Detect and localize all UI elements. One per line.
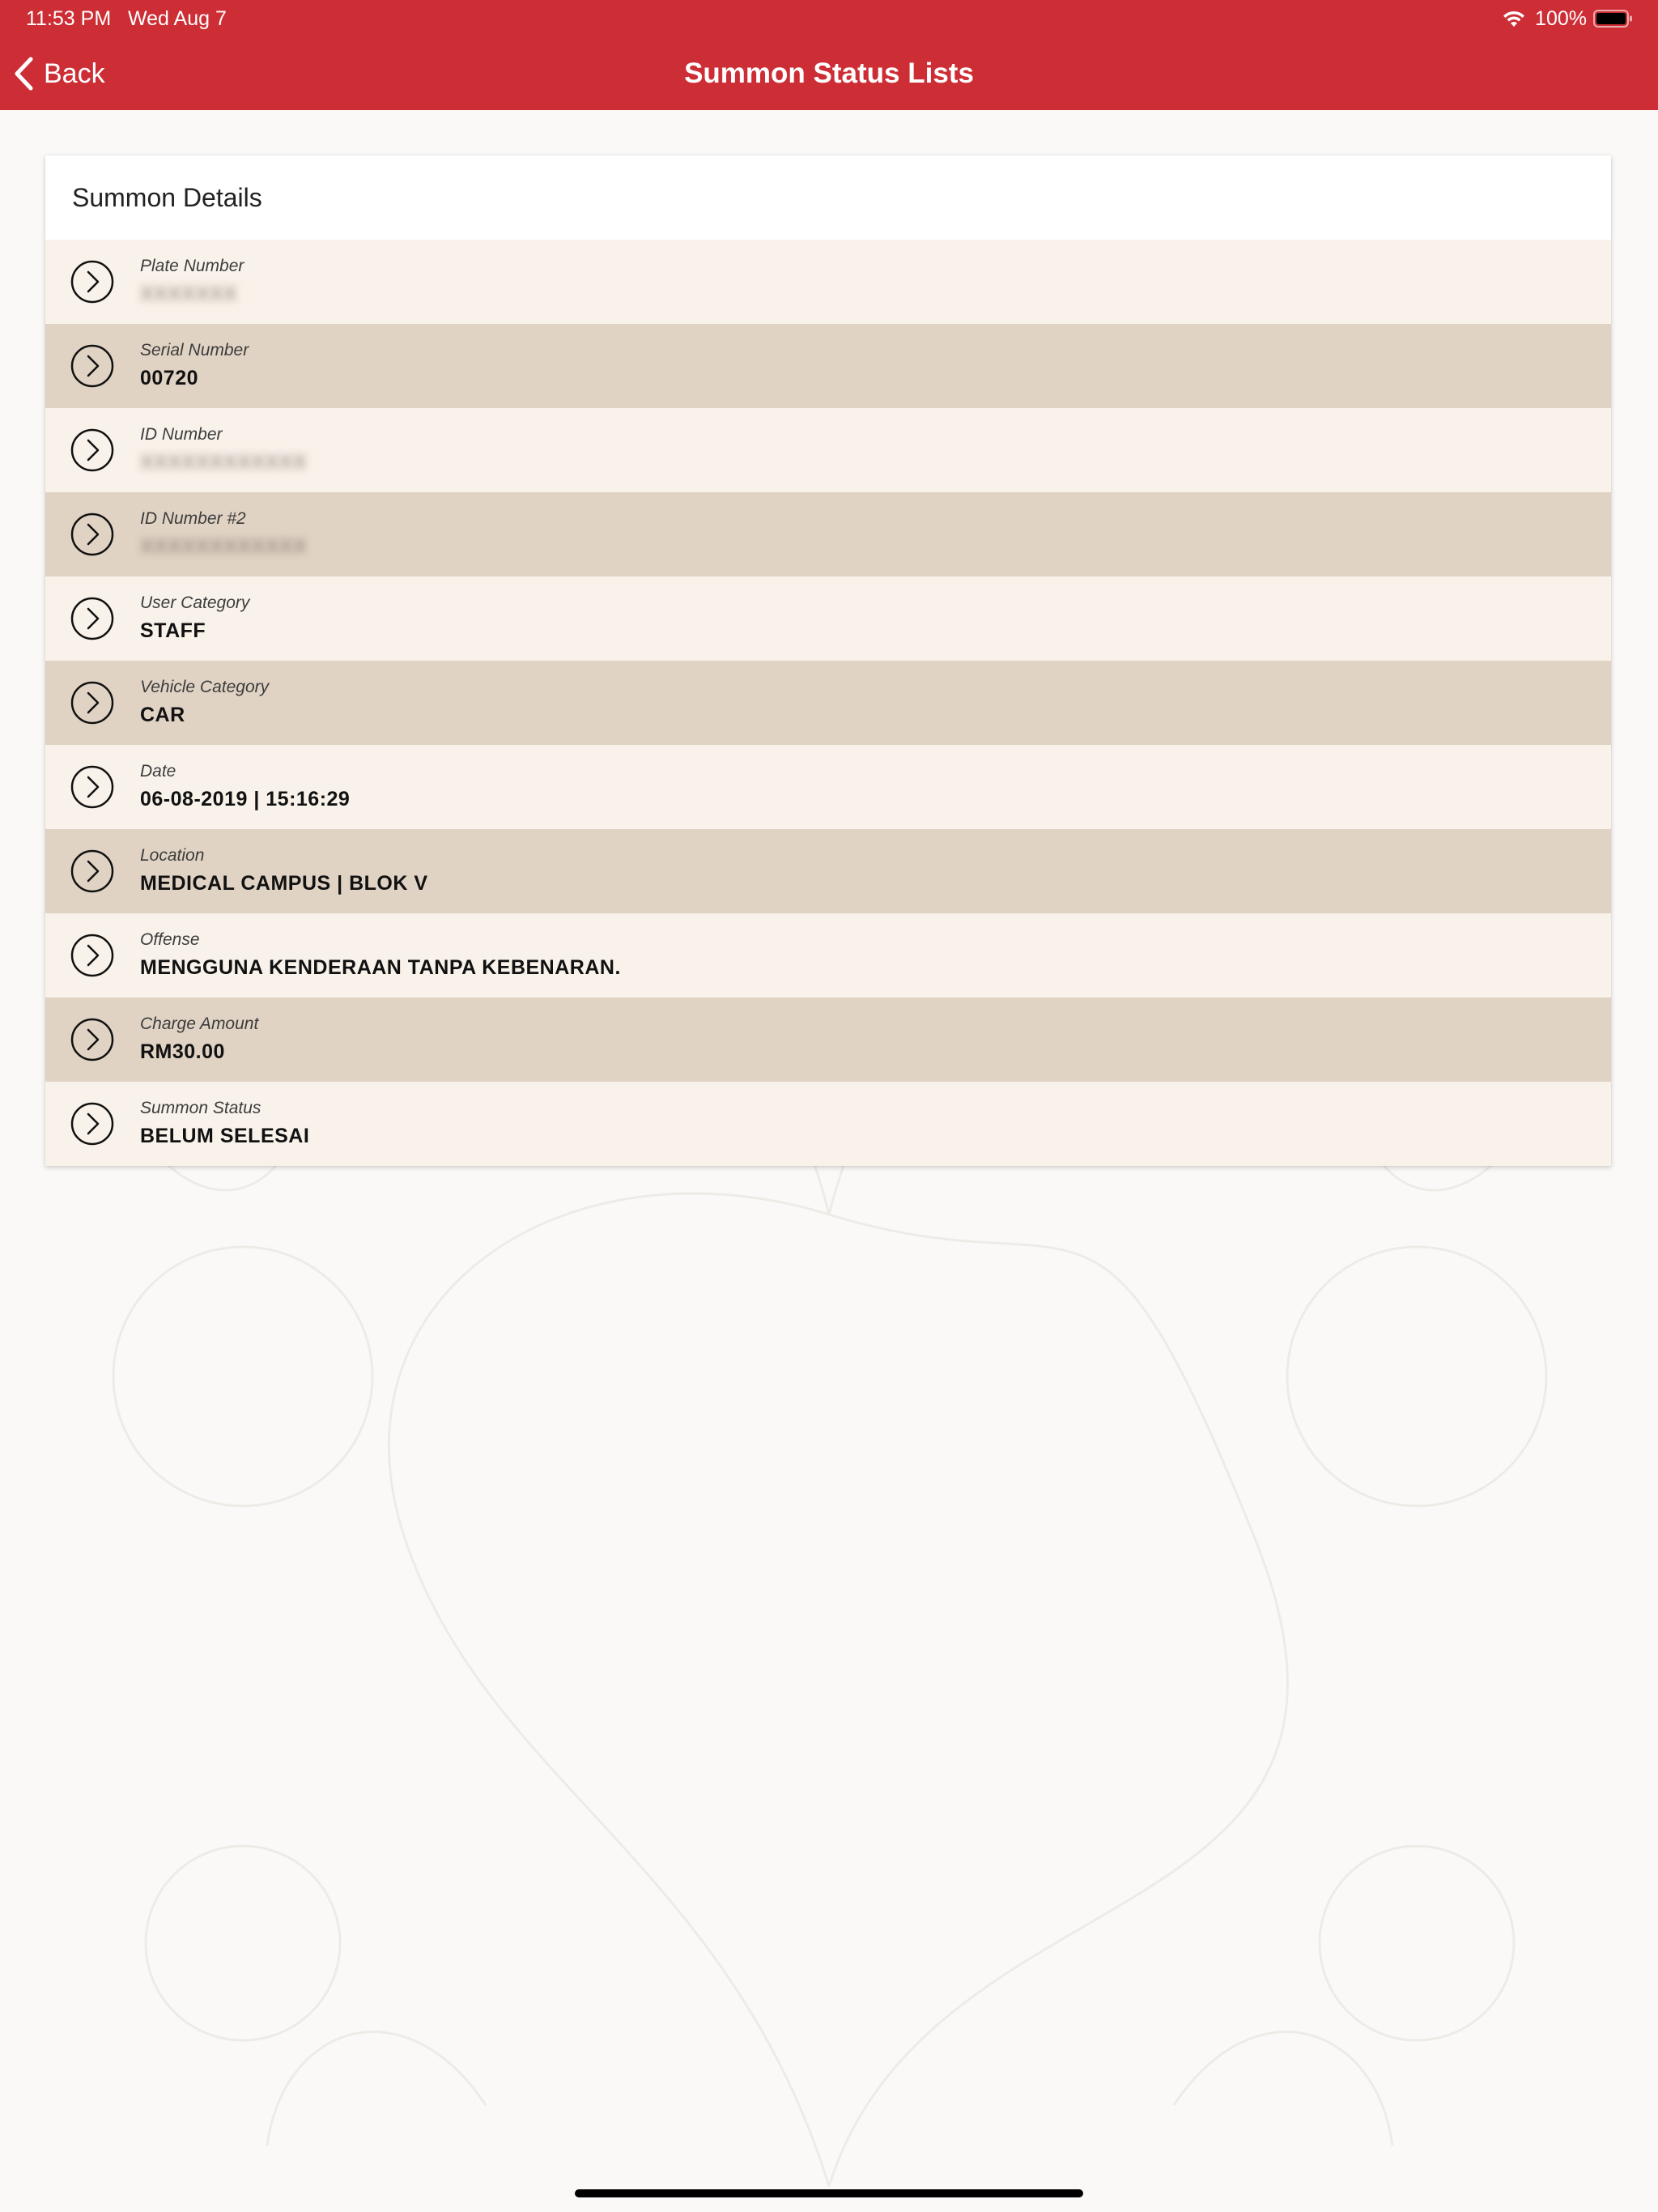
battery-percent: 100% xyxy=(1535,7,1587,30)
card-title: Summon Details xyxy=(45,155,1611,240)
summon-details-card xyxy=(45,155,1611,1166)
detail-row-text xyxy=(140,257,244,306)
detail-row-text xyxy=(140,678,269,727)
chevron-right-circle-icon xyxy=(70,260,114,304)
chevron-right-circle-icon xyxy=(70,1018,114,1061)
status-indicators xyxy=(1501,6,1634,31)
chevron-right-circle-icon xyxy=(70,934,114,977)
detail-value: CAR xyxy=(140,704,185,726)
chevron-right-circle-icon xyxy=(70,428,114,472)
back-label: Back xyxy=(44,58,105,89)
chevron-right-circle-icon xyxy=(70,681,114,725)
detail-value: MENGGUNA KENDERAAN TANPA KEBENARAN. xyxy=(140,956,621,979)
detail-label: Charge Amount xyxy=(140,1015,259,1033)
detail-label: Date xyxy=(140,762,176,781)
detail-row-text xyxy=(140,342,249,390)
detail-value: 06-08-2019 | 15:16:29 xyxy=(140,788,351,810)
detail-row[interactable] xyxy=(45,492,1611,576)
detail-row[interactable] xyxy=(45,1082,1611,1166)
detail-row[interactable] xyxy=(45,913,1611,998)
detail-value: MEDICAL CAMPUS | BLOK V xyxy=(140,872,428,895)
detail-row-text xyxy=(140,763,350,811)
page-title: Summon Status Lists xyxy=(684,57,974,89)
status-bar xyxy=(0,0,1658,37)
detail-label: Vehicle Category xyxy=(140,678,270,696)
detail-label: Location xyxy=(140,846,205,865)
detail-row-text xyxy=(140,1100,309,1148)
detail-row-text xyxy=(140,426,307,474)
detail-row-text xyxy=(140,510,307,559)
chevron-right-circle-icon xyxy=(70,597,114,640)
detail-value: RM30.00 xyxy=(140,1040,225,1063)
detail-value: XXXXXXX xyxy=(140,283,238,305)
detail-row[interactable] xyxy=(45,998,1611,1082)
detail-label: Summon Status xyxy=(140,1099,261,1117)
detail-value: BELUM SELESAI xyxy=(140,1125,310,1147)
detail-row-text xyxy=(140,1015,258,1064)
detail-label: Plate Number xyxy=(140,257,244,275)
battery-icon xyxy=(1593,9,1634,28)
chevron-right-circle-icon xyxy=(70,344,114,388)
detail-label: Offense xyxy=(140,930,200,949)
status-date: Wed Aug 7 xyxy=(128,7,227,30)
detail-row-text xyxy=(140,931,621,980)
detail-row-text xyxy=(140,847,428,895)
detail-value: 00720 xyxy=(140,367,199,389)
wifi-icon xyxy=(1501,9,1527,28)
detail-row[interactable] xyxy=(45,324,1611,408)
navigation-header xyxy=(0,0,1658,110)
detail-row[interactable] xyxy=(45,240,1611,324)
detail-value: STAFF xyxy=(140,619,206,642)
chevron-right-circle-icon xyxy=(70,513,114,556)
detail-value: XXXXXXXXXXXX xyxy=(140,451,308,474)
status-time: 11:53 PM xyxy=(26,7,112,30)
detail-row-text xyxy=(140,594,249,643)
chevron-right-circle-icon xyxy=(70,765,114,809)
details-list xyxy=(45,240,1611,1166)
detail-label: ID Number xyxy=(140,425,223,444)
detail-label: User Category xyxy=(140,593,250,612)
detail-row[interactable] xyxy=(45,408,1611,492)
detail-row[interactable] xyxy=(45,829,1611,913)
chevron-right-circle-icon xyxy=(70,1102,114,1146)
detail-row[interactable] xyxy=(45,576,1611,661)
detail-value: XXXXXXXXXXXX xyxy=(140,535,308,558)
chevron-right-circle-icon xyxy=(70,849,114,893)
detail-row[interactable] xyxy=(45,745,1611,829)
detail-row[interactable] xyxy=(45,661,1611,745)
detail-label: Serial Number xyxy=(140,341,249,359)
home-indicator[interactable] xyxy=(575,2189,1083,2197)
detail-label: ID Number #2 xyxy=(140,509,246,528)
